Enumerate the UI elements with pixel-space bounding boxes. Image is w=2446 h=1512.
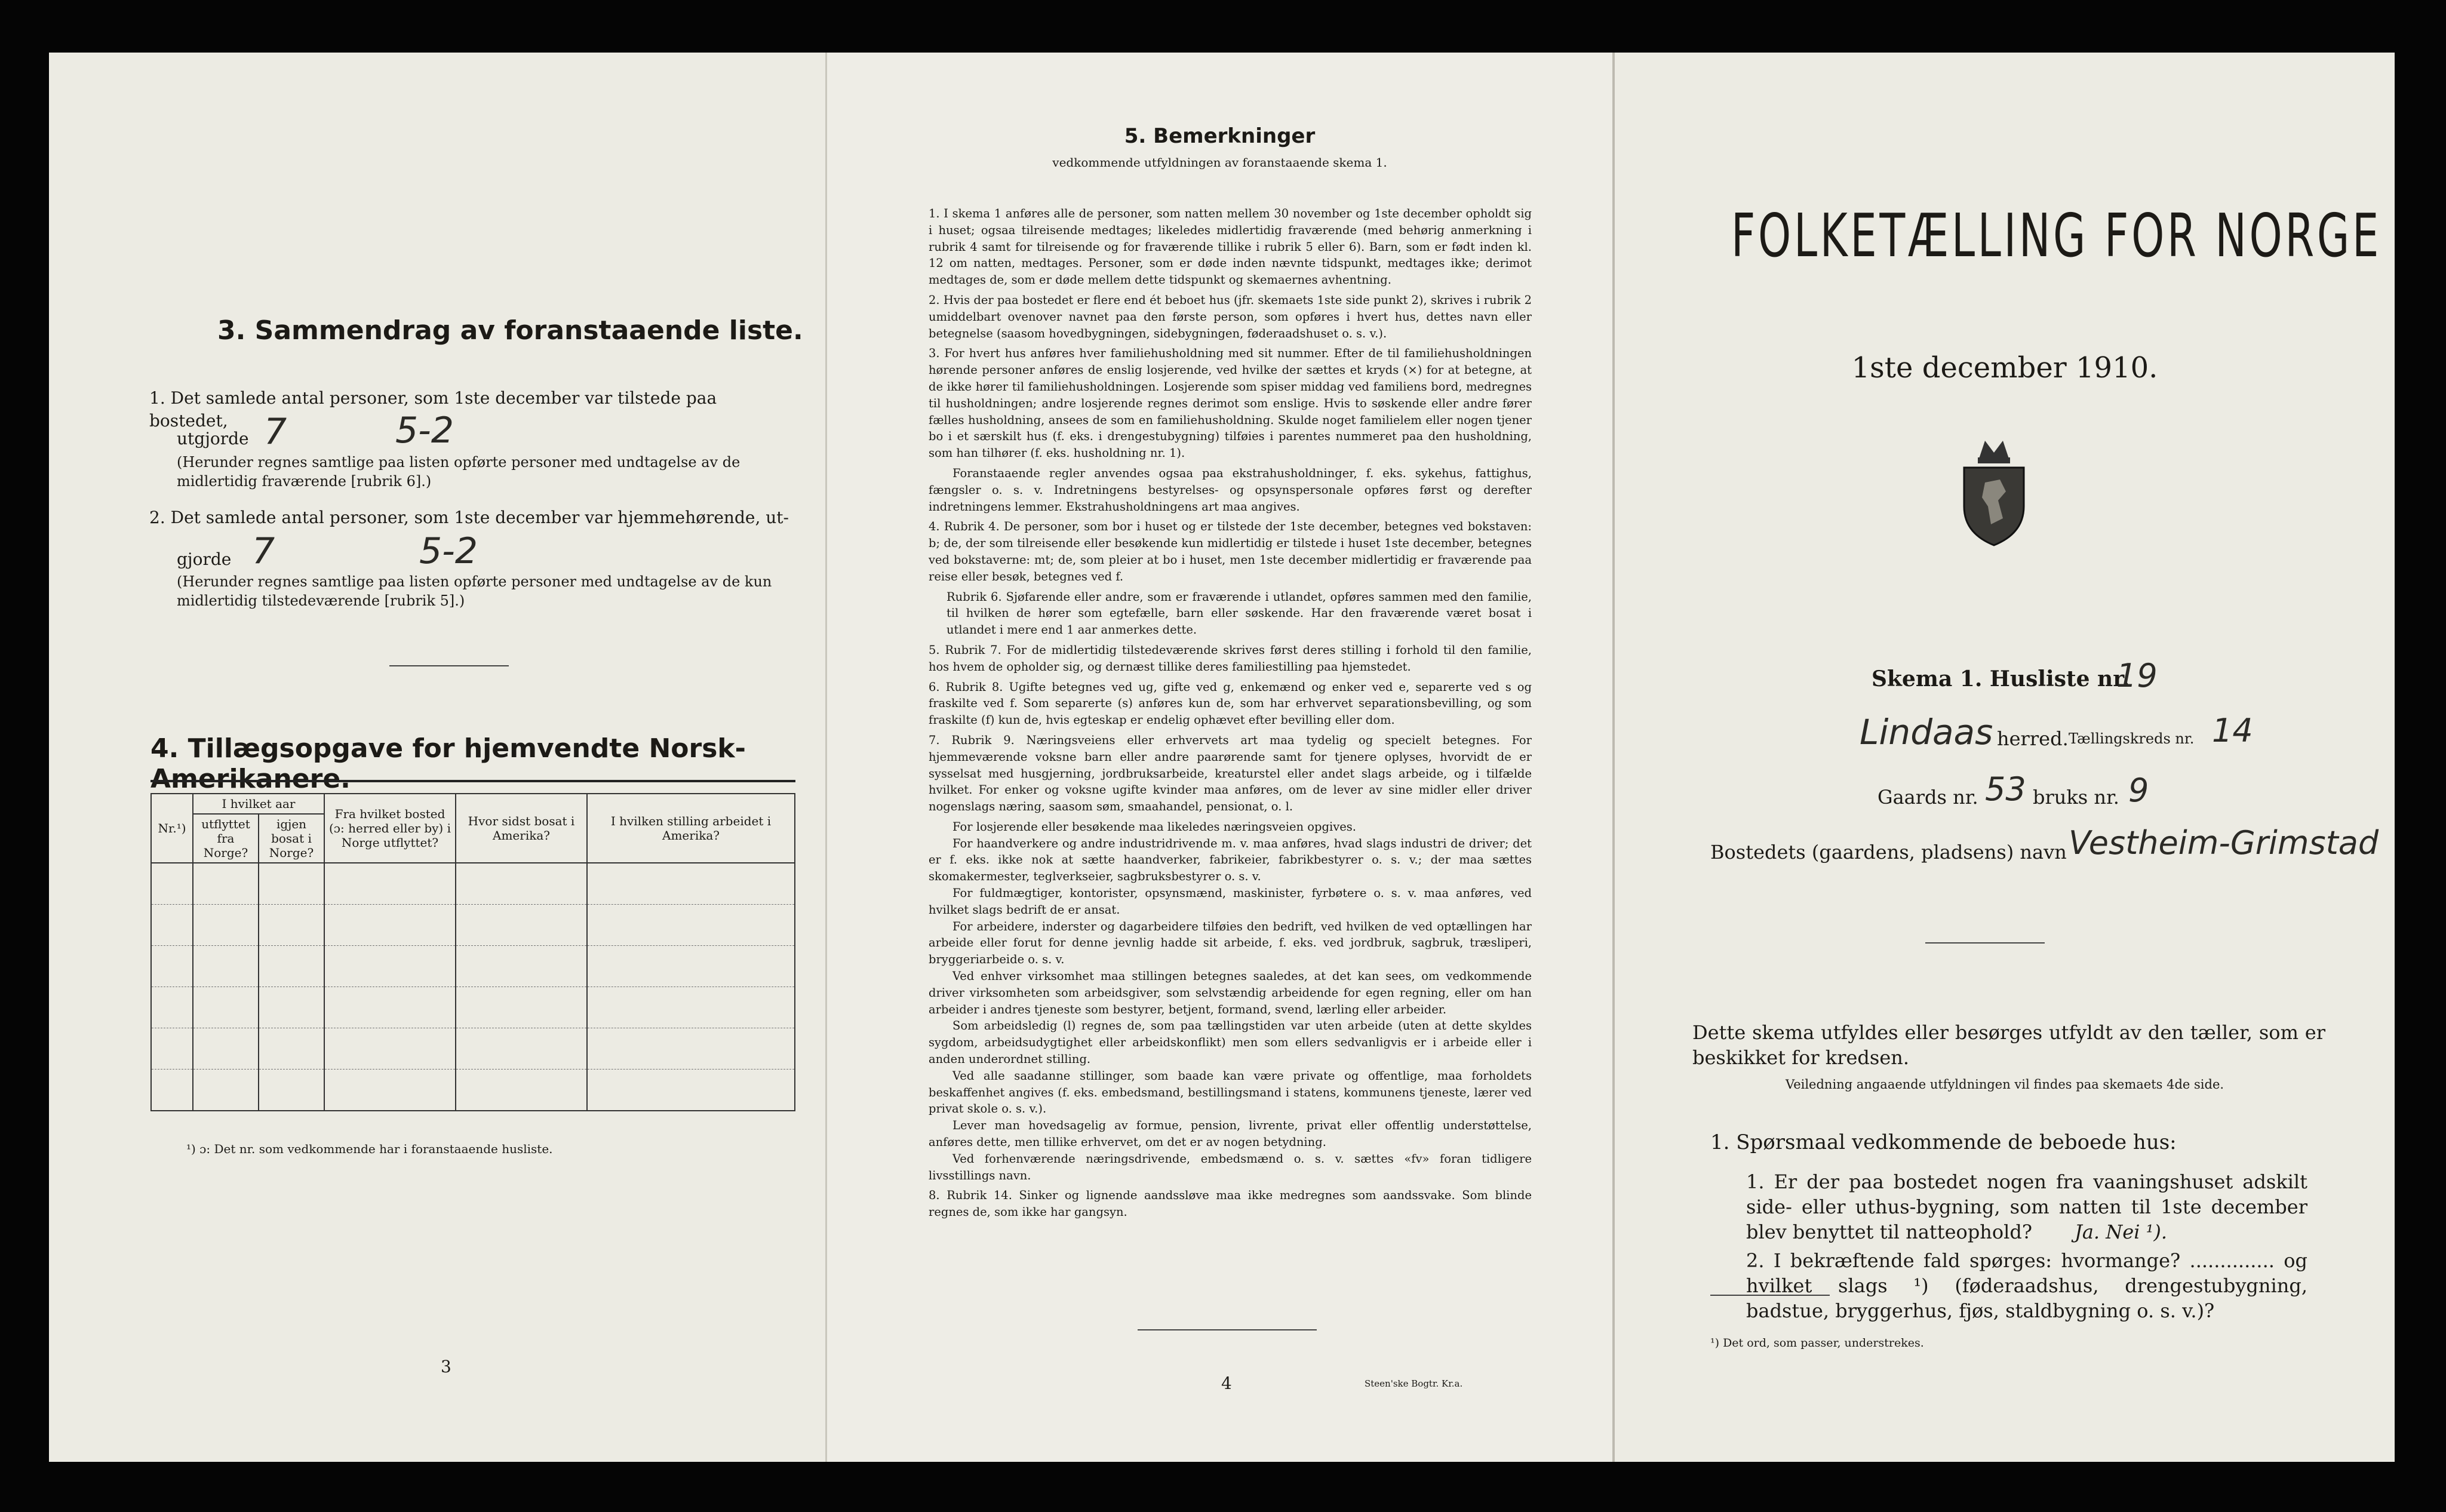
- col-from-where: Fra hvilket bosted (ɔ: herred eller by) i Norge utflyttet?: [324, 794, 456, 863]
- table-footnote: ¹) ɔ: Det nr. som vedkommende har i foranstaaende husliste.: [186, 1142, 553, 1156]
- page-number: 4: [1221, 1373, 1232, 1393]
- remark-paragraph: For arbeidere, inderster og dagarbeidere tilføies den bedrift, ved hvilken de ved optællingen har arbeide eller forut for denne jevnlig hadde sit arbeide, f. eks. ved jordbruk, sagbruk, træsliperi, bryggeriarbeide o. s. v.: [929, 919, 1532, 967]
- bruks-number: 9: [2128, 772, 2149, 809]
- remark-paragraph: For fuldmægtiger, kontorister, opsynsmænd, maskinister, fyrbøtere o. s. v. maa anføres, ved hvilket slags bedrift de er ansat.: [929, 886, 1532, 917]
- remark-paragraph: 8. Rubrik 14. Sinker og lignende aandssløve maa ikke medregnes som aandssvake. Som blinde regnes de, som ikke har gangsyn.: [929, 1188, 1532, 1219]
- census-title: FOLKETÆLLING FOR NORGE: [1731, 201, 2382, 271]
- page-number: 3: [441, 1357, 451, 1376]
- item-1-text: 1. Det samlede antal personer, som 1ste december var tilstede paa bostedet,: [149, 388, 717, 431]
- question-1-answer: Ja. Nei ¹).: [2075, 1221, 2168, 1243]
- instruction-text: Dette skema utfyldes eller besørges utfyldt av den tæller, som er beskikket for kredsen.: [1692, 1021, 2325, 1069]
- section-4-title: 4. Tillægsopgave for hjemvendte Norsk-Amerikanere.: [150, 733, 746, 794]
- remarks-subtitle: vedkommende utfyldningen av foranstaaende skema 1.: [1052, 155, 1387, 170]
- remark-paragraph: Lever man hovedsagelig av formue, pension, livrente, privat eller offentlig understøttelse, anføres dette, men tillike erhvervet, om det er av nogen betydning.: [929, 1118, 1532, 1150]
- gaards-label: Gaards nr.: [1877, 786, 1978, 809]
- remark-paragraph: Ved alle saadanne stillinger, som baade kan være private og offentlige, maa forholdets beskaffenhet angives (f. eks. embedsmand, bestillingsmand i statens, kommunens tjeneste, lærer ved privat skole o. s. v.).: [929, 1068, 1532, 1116]
- question-2: 2. I bekræftende fald spørges: hvormange? .............. og hvilket slags ¹) (føderaadshus, drengestubygning, badstue, bryggerhus, fjøs, staldbygning o. s. v.)?: [1746, 1249, 2307, 1322]
- skema-label: Skema 1. Husliste nr.: [1872, 666, 2130, 692]
- footnote-rule: [1710, 1295, 1830, 1296]
- coat-of-arms-icon: [1955, 435, 2033, 548]
- table-row: [151, 863, 795, 905]
- item-1-note: (Herunder regnes samtlige paa listen opførte personer med undtagelse av de midlertidig fraværende [rubrik 6].): [177, 454, 740, 490]
- remark-paragraph: Som arbeidsledig (l) regnes de, som paa tællingstiden var uten arbeide (uten at dette skyldes sygdom, arbeidsudygtighet eller arbeidskonflikt) men som ellers sedvanligvis er i arbeide eller i anden underordnet stilling.: [929, 1019, 1532, 1067]
- husliste-number: 19: [2116, 657, 2158, 694]
- page-3: [49, 53, 825, 1462]
- title-page: [1612, 53, 2395, 1462]
- divider: [1925, 942, 2045, 944]
- item-2-handwritten-b: 5-2: [419, 530, 478, 572]
- col-nr: Nr.¹): [151, 794, 193, 863]
- norsk-amerikanere-table: [150, 793, 795, 1111]
- bruks-label: bruks nr.: [2033, 786, 2119, 809]
- bosted-name: Vestheim-Grimstad: [2069, 824, 2379, 862]
- col-years-group: I hvilket aar: [193, 794, 324, 814]
- table-row: [151, 946, 795, 987]
- col-returned: igjen bosat i Norge?: [259, 814, 324, 863]
- remark-paragraph: 3. For hvert hus anføres hver familiehusholdning med sit nummer. Efter de til familiehusholdningen hørende personer anføres de enslig losjerende, ved hvilke der sættes et kryds (×) for at betegne, at de ikke hører til familiehusholdningen. Losjerende som spiser middag ved familiens bord, medregnes til husholdningen; andre losjerende regnes derimot som enslige. Hvis to søskende eller andre fører fælles husholdning, ansees de som en familiehusholdning. Skulde noget familielem eller nogen tjener bo i et særskilt hus (f. eks. i drengestubygning) tilføies i parentes nummeret paa den husholdning, som han tilhører (f. eks. husholdning nr. 1).: [929, 346, 1532, 460]
- herred-handwritten: Lindaas: [1860, 712, 1993, 752]
- kreds-number: 14: [2212, 712, 2253, 749]
- remark-paragraph: Ved enhver virksomhet maa stillingen betegnes saaledes, at det kan sees, om vedkommende driver virksomheten som arbeidsgiver, som selvstændig arbeidende for egen regning, eller om han arbeider i andres tjeneste som bestyrer, betjent, formand, svend, lærling eller arbeider.: [929, 969, 1532, 1016]
- kreds-label: Tællingskreds nr.: [2069, 730, 2195, 747]
- bosted-label: Bostedets (gaardens, pladsens) navn: [1710, 841, 2067, 863]
- item-2-text: 2. Det samlede antal personer, som 1ste december var hjemmehørende, ut-: [149, 508, 789, 527]
- remark-paragraph: 7. Rubrik 9. Næringsveiens eller erhvervets art maa tydelig og specielt betegnes. For hjemmeværende voksne barn eller andre paarørende samt for tjenere oplyses, hvorvidt de er sysselsat med husgjerning, jordbruksarbeide, kreaturstel eller andet slags arbeide, og i tilfælde hvilket. For enker og voksne ugifte kvinder maa anføres, om de lever av sine midler eller driver nogenslags næring, saasom søm, smaahandel, pensionat, o. l.: [929, 733, 1532, 814]
- remarks-body: [929, 205, 1532, 1224]
- remark-paragraph: For losjerende eller besøkende maa likeledes næringsveien opgives.: [952, 819, 1356, 834]
- remark-paragraph: 5. Rubrik 7. For de midlertidig tilstedeværende skrives først deres stilling i forhold til den familie, hos hvem de opholder sig, og dernæst tillike deres familiestilling paa hjemstedet.: [929, 643, 1532, 674]
- remark-paragraph: 4. Rubrik 4. De personer, som bor i huset og er tilstede der 1ste december, betegnes ved bokstaven: b; de, der som tilreisende eller besøkende kun midlertidig er tilstede i huset 1ste december, betegnes ved bokstaverne: mt; de, som pleier at bo i huset, men 1ste december midlertidig er fraværende paa reise eller besøk, betegnes ved f.: [929, 520, 1532, 583]
- item-2-prefix: gjorde: [177, 549, 232, 569]
- col-emigrated: utflyttet fra Norge?: [193, 814, 259, 863]
- divider: [389, 665, 509, 666]
- printer-imprint: Steen'ske Bogtr. Kr.a.: [1365, 1378, 1463, 1389]
- section-3-title: 3. Sammendrag av foranstaaende liste.: [217, 315, 803, 346]
- remark-paragraph: For haandverkere og andre industridrivende m. v. maa anføres, hvad slags industri de driver; det er f. eks. ikke nok at sætte haandverker, fabrikeier, fabrikbestyrer o. s. v.; der maa sættes skomakermester, teglverkseier, sagbruksbestyrer o. s. v.: [929, 836, 1532, 884]
- remark-paragraph: Ved forhenværende næringsdrivende, embedsmænd o. s. v. sættes «fv» foran tidligere livsstillings navn.: [929, 1151, 1532, 1182]
- remark-paragraph: 2. Hvis der paa bostedet er flere end ét beboet hus (jfr. skemaets 1ste side punkt 2), skrives i rubrik 2 umiddelbart ovenover navnet paa den første person, som opføres i hvert hus, dettes navn eller betegnelse (saasom hovedbygningen, sidebygningen, føderaadshuset o. s. v.).: [929, 293, 1532, 340]
- remark-paragraph: 6. Rubrik 8. Ugifte betegnes ved ug, gifte ved g, enkemænd og enker ved e, separerte ved s og fraskilte ved f. Som separerte (s) anføres kun de, som har erhvervet separationsbevilling, og som fraskilte (f) kun de, hvis egteskap er endelig ophævet efter bevilling eller dom.: [929, 680, 1532, 727]
- footnote: ¹) Det ord, som passer, understrekes.: [1710, 1336, 1924, 1350]
- question-1: 1. Er der paa bostedet nogen fra vaaningshuset adskilt side- eller uthus-bygning, som natten til 1ste december blev benyttet til natteophold?: [1746, 1170, 2307, 1243]
- col-last-residence: Hvor sidst bosat i Amerika?: [456, 794, 587, 863]
- item-1-prefix: utgjorde: [177, 429, 249, 448]
- remark-paragraph: 1. I skema 1 anføres alle de personer, som natten mellem 30 november og 1ste december opholdt sig i huset; ogsaa tilreisende medtages; likeledes midlertidig fraværende (med behørig anmerkning i rubrik 4 samt for tilreisende og for fraværende tillike i rubrik 5 eller 6). Barn, som er født inden kl. 12 om natten, medtages. Personer, som er døde inden nævnte tidspunkt, medtages ikke; derimot medtages de, som er døde mellem dette tidspunkt og skemaernes avhentning.: [929, 207, 1532, 287]
- col-position: I hvilken stilling arbeidet i Amerika?: [587, 794, 795, 863]
- table-row: [151, 1028, 795, 1070]
- end-rule: [1138, 1329, 1317, 1330]
- instruction-sub: Veiledning angaaende utfyldningen vil findes paa skemaets 4de side.: [1785, 1077, 2224, 1092]
- table-row: [151, 1070, 795, 1111]
- remarks-title: 5. Bemerkninger: [1124, 124, 1316, 148]
- item-1-handwritten-a: 7: [264, 411, 287, 453]
- page-4: [825, 53, 1612, 1462]
- table-row: [151, 905, 795, 946]
- table-top-rule: [150, 780, 795, 782]
- questions-title: 1. Spørsmaal vedkommende de beboede hus:: [1710, 1130, 2177, 1154]
- herred-label: herred.: [1997, 727, 2069, 750]
- census-date: 1ste december 1910.: [1851, 351, 2158, 385]
- item-2-note: (Herunder regnes samtlige paa listen opførte personer med undtagelse av de kun midlertidig tilstedeværende [rubrik 5].): [177, 573, 772, 609]
- gaards-number: 53: [1985, 770, 2026, 808]
- item-1-handwritten-b: 5-2: [395, 410, 454, 451]
- item-2-handwritten-a: 7: [252, 530, 275, 572]
- remark-paragraph: Foranstaaende regler anvendes ogsaa paa ekstrahusholdninger, f. eks. sykehus, fattighus, fængsler o. s. v. Indretningens bestyrelses- og opsynspersonale opføres først og derefter indretningens lemmer. Ekstrahusholdningens art maa angives.: [929, 466, 1532, 514]
- remark-paragraph: Rubrik 6. Sjøfarende eller andre, som er fraværende i utlandet, opføres sammen med den familie, til hvilken de hører som egtefælle, barn eller søskende. Har den fraværende været bosat i utlandet i mere end 1 aar anmerkes dette.: [947, 589, 1532, 637]
- table-row: [151, 987, 795, 1028]
